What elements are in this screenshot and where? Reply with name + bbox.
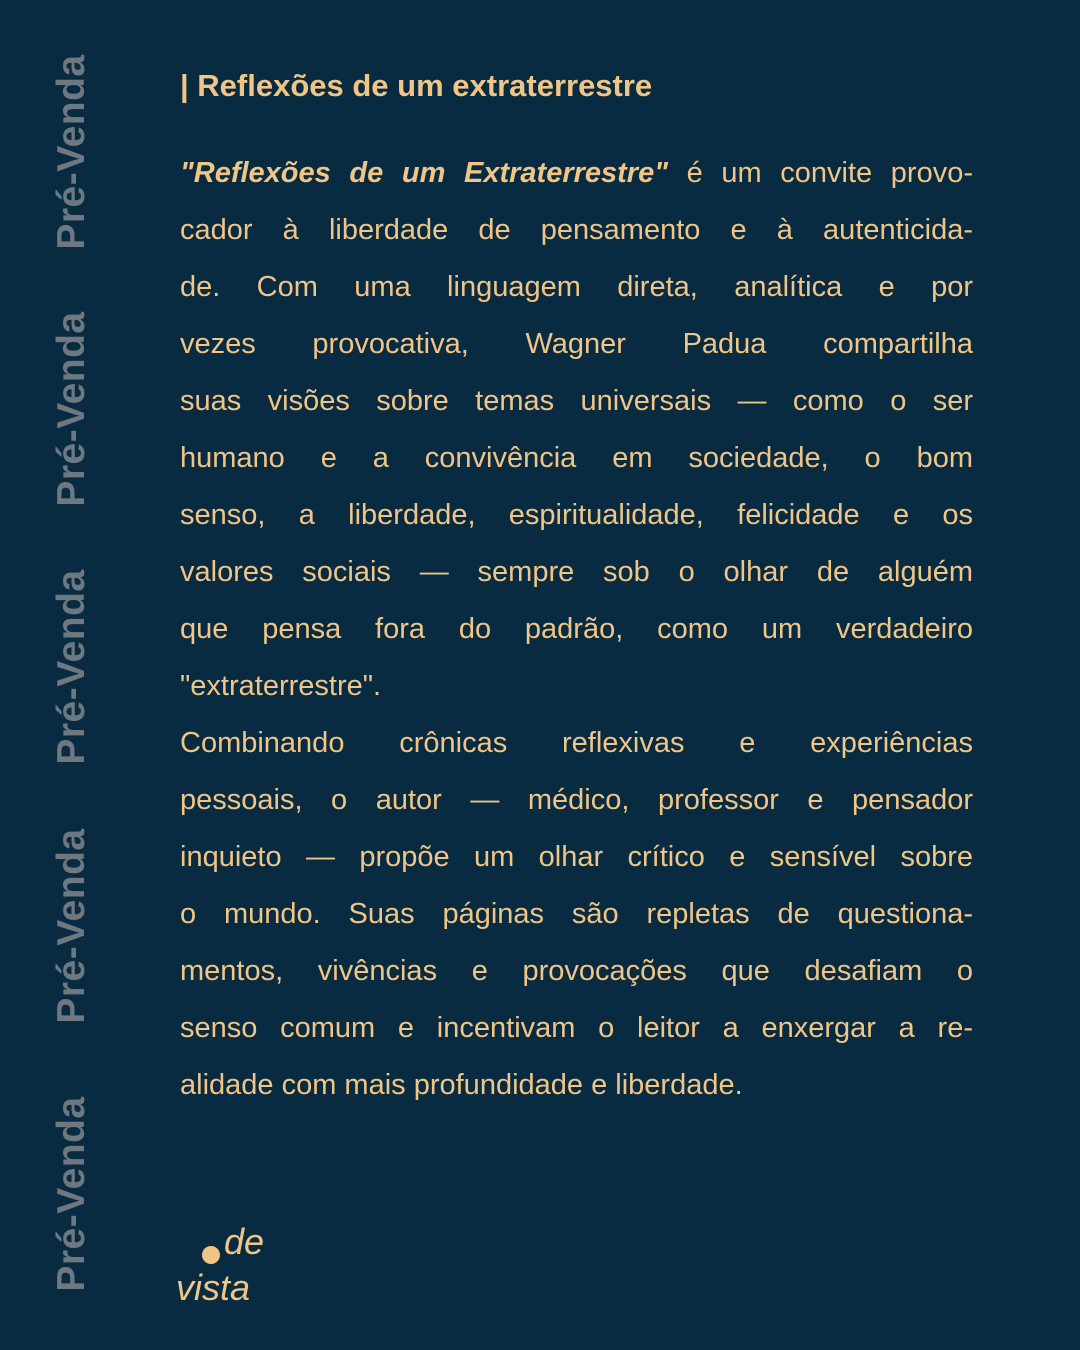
text-span: é um convite provo- — [667, 157, 973, 189]
de-vista-logo — [176, 1220, 296, 1310]
text-line: senso, a liberdade, espiritualidade, felicidade e os — [180, 499, 973, 531]
text-line: alidade com mais profundidade e liberdade. — [180, 1069, 743, 1101]
text-line: humano e a convivência em sociedade, o bom — [180, 442, 973, 474]
text-line: mentos, vivências e provocações que desafiam o — [180, 955, 973, 987]
text-line: senso comum e incentivam o leitor a enxergar a re- — [180, 1012, 973, 1044]
text-line: Combinando crônicas reflexivas e experiências — [180, 727, 973, 759]
pre-venda-text: Pré-Venda — [50, 311, 93, 507]
description — [180, 150, 973, 1119]
pre-venda-text: Pré-Venda — [50, 54, 93, 250]
text-line: cador à liberdade de pensamento e à autenticida- — [180, 214, 973, 246]
text-line: de. Com uma linguagem direta, analítica e por — [180, 271, 973, 303]
text-line: que pensa fora do padrão, como um verdadeiro — [180, 613, 973, 645]
text-line: pessoais, o autor — médico, professor e pensador — [180, 784, 973, 816]
logo-dot-icon — [202, 1246, 220, 1264]
text-line: inquieto — propõe um olhar crítico e sensível sobre — [180, 841, 973, 873]
text-line: o mundo. Suas páginas são repletas de questiona- — [180, 898, 973, 930]
text-line: suas visões sobre temas universais — como o ser — [180, 385, 973, 417]
pre-venda-text: Pré-Venda — [50, 828, 93, 1024]
logo-vista: vista — [176, 1267, 251, 1308]
text-line — [180, 150, 973, 207]
page-title: | Reflexões de um extraterrestre — [180, 68, 653, 103]
pre-venda-text: Pré-Venda — [50, 1096, 93, 1292]
text-line: "extraterrestre". — [180, 670, 382, 702]
book-title-emphasis: "Reflexões de um Extraterrestre" — [180, 157, 668, 189]
logo-de: de — [224, 1221, 265, 1262]
text-line: vezes provocativa, Wagner Padua compartilha — [180, 328, 973, 360]
text-line: valores sociais — sempre sob o olhar de alguém — [180, 556, 973, 588]
pre-venda-text: Pré-Venda — [50, 569, 93, 765]
